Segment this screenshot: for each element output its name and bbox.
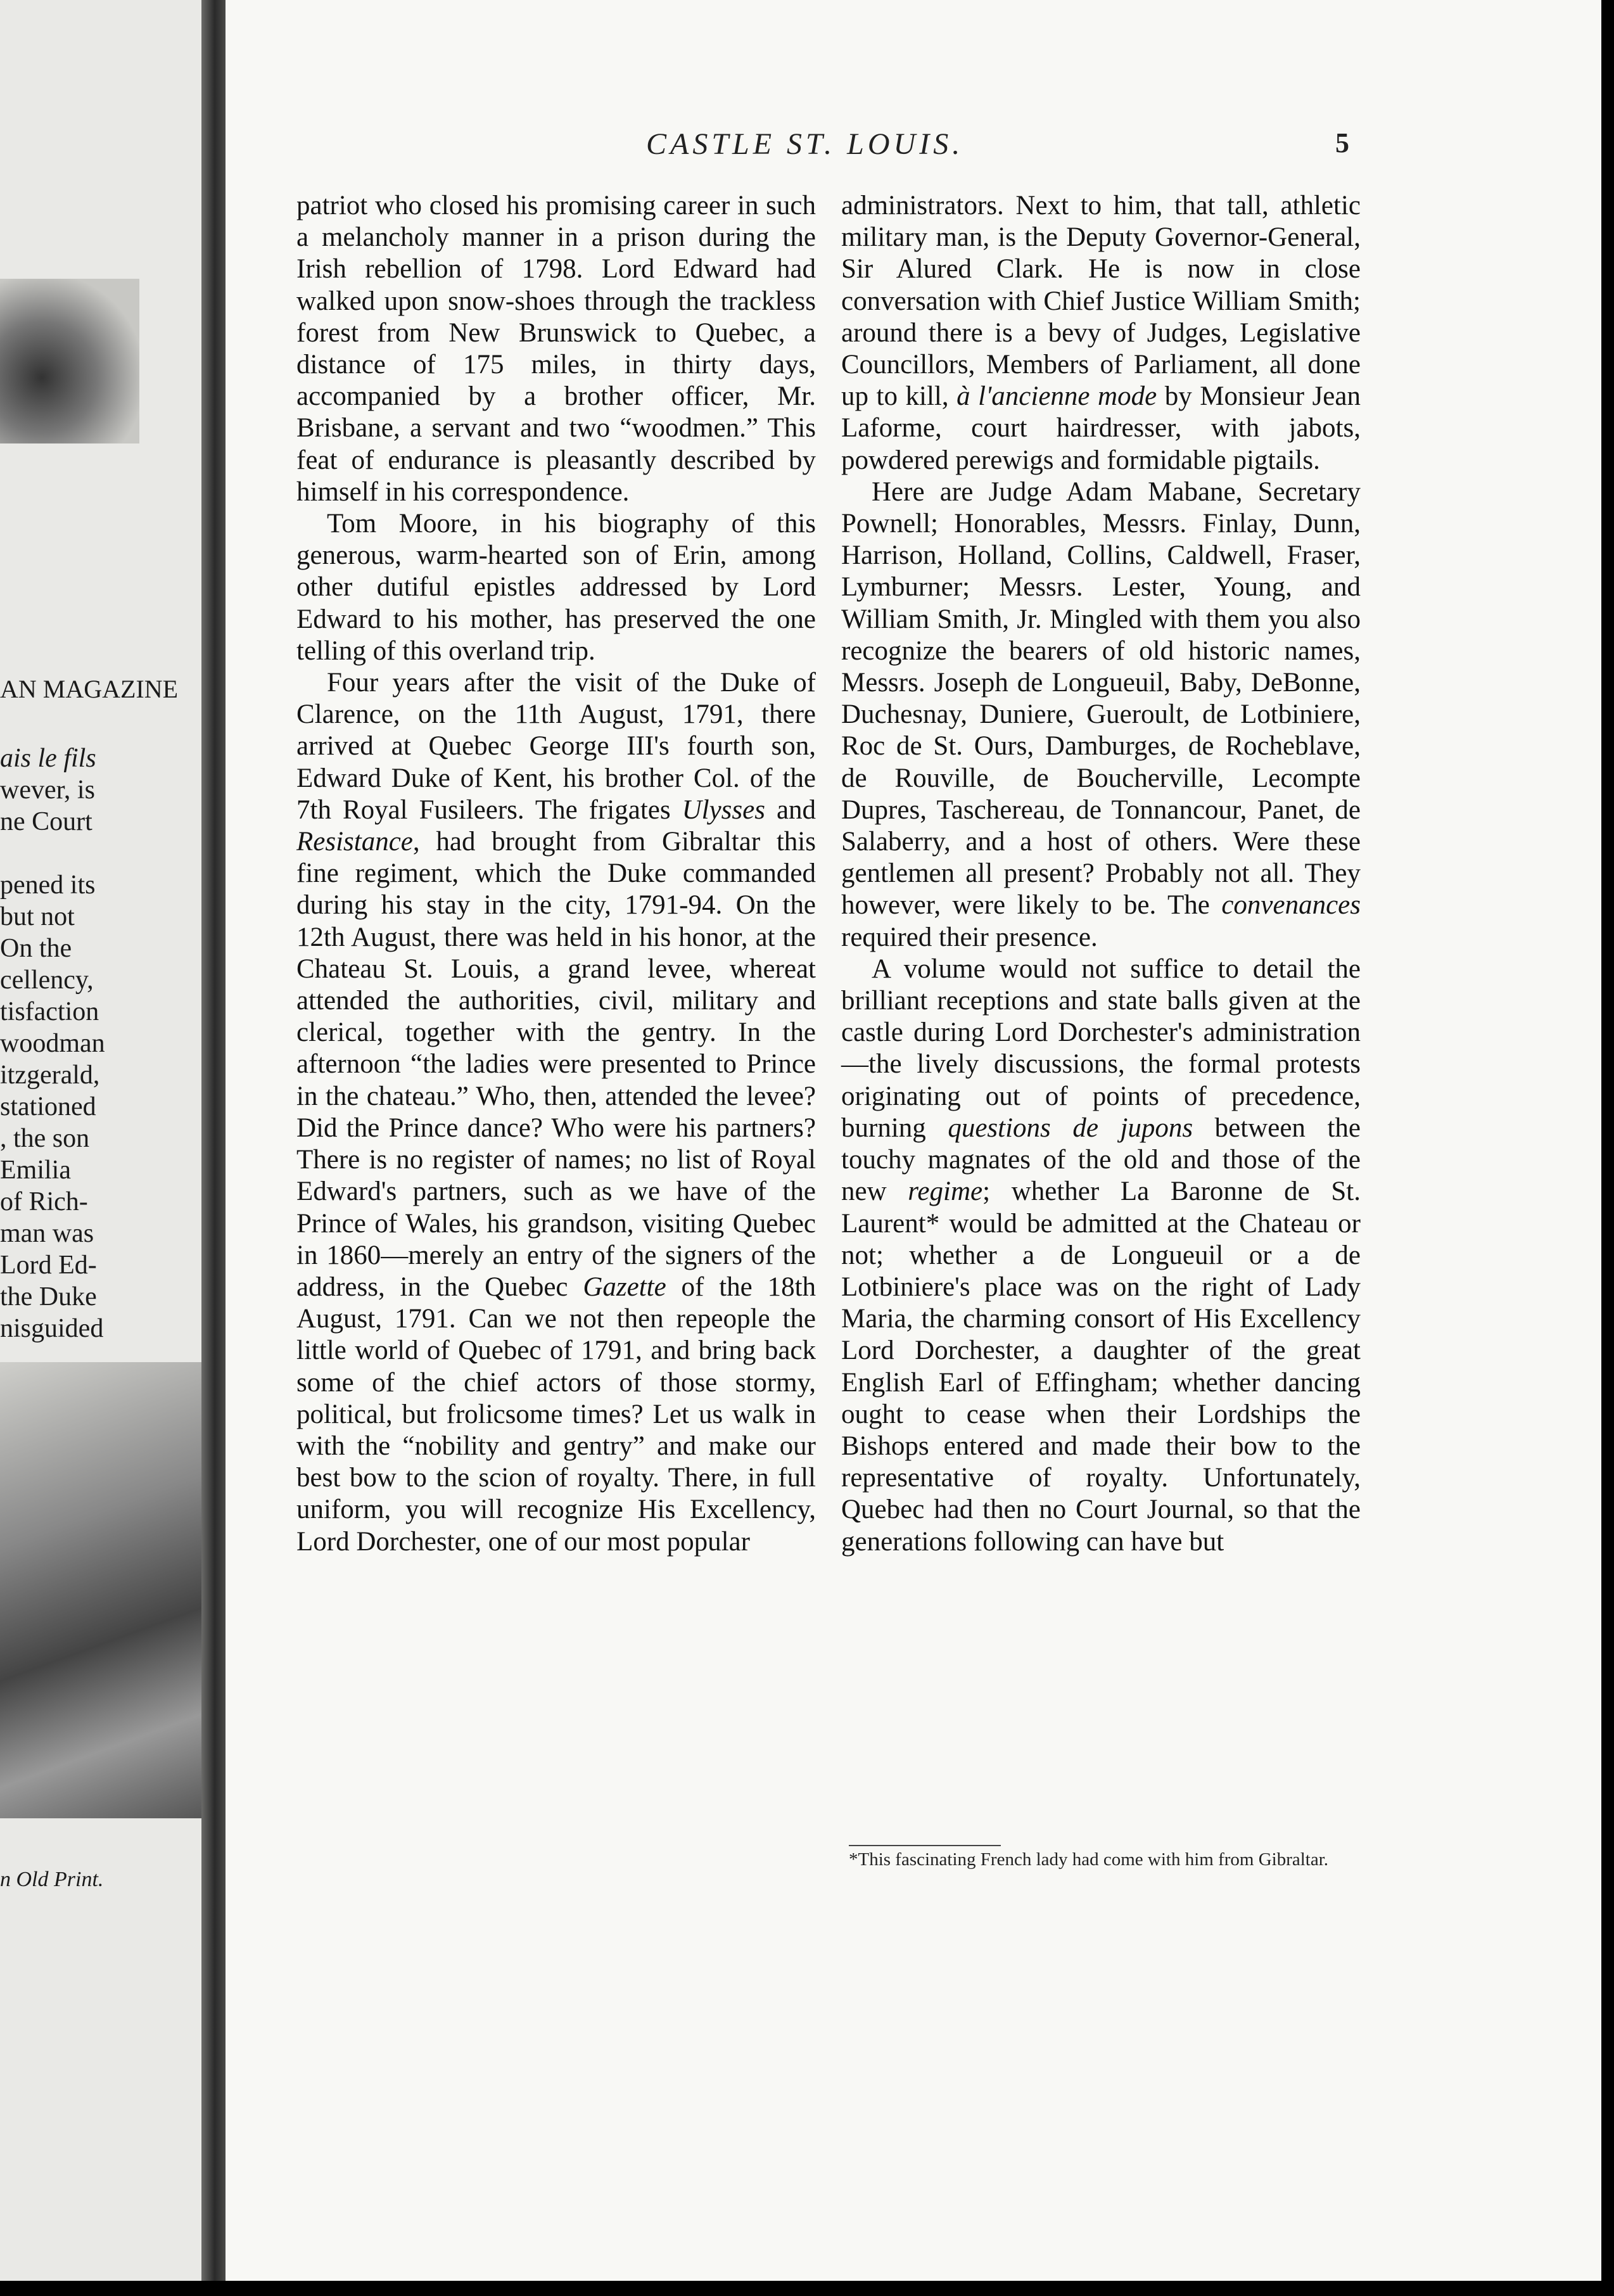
facing-page-line: ne Court <box>0 807 92 836</box>
magazine-caption: AN MAGAZINE <box>0 675 179 703</box>
foreign-phrase: questions de jupons <box>948 1113 1193 1143</box>
facing-page-line <box>0 838 105 869</box>
facing-page-line: , the son <box>0 1124 90 1153</box>
paragraph: patriot who closed his promising career in such a melancholy manner in a prison during the Irish rebellion of 1798. Lord Edward had walked upon snow-shoes through the trackless forest from New Brunswick to Quebec, a distance of 175 miles, in thirty days, accompanied by a brother officer, Mr. Brisbane, a servant and two “woodmen.” This feat of endurance is pleasantly described by himself in his correspondence. <box>296 191 816 507</box>
text-column-right <box>841 190 1361 1558</box>
facing-page-line: nisguided <box>0 1314 104 1343</box>
facing-page-line: On the <box>0 934 72 963</box>
facing-page-line: ais le fils <box>0 744 96 773</box>
foreign-phrase: convenances <box>1221 890 1361 921</box>
facing-page-line: man was <box>0 1219 94 1248</box>
facing-page-line: but not <box>0 902 75 931</box>
footnote-rule <box>849 1845 1001 1846</box>
scan-border <box>0 2281 1614 2296</box>
paragraph: Four years after the visit of the Duke of Clarence, on the 11th August, 1791, there arrived at Quebec George III's fourth son, Edward Duke of Kent, his brother Col. of the 7th Royal Fusileers. The frigates Ulysses and Resistance, had brought from Gibraltar this fine regiment, which the Duke commanded during his stay in the city, 1791-94. On the 12th August, there was held in his honor, at the Chateau St. Louis, a grand levee, whereat attended the authorities, civil, military and clerical, together with the gentry. In the afternoon “the ladies were presented to Prince in the chateau.” Who, then, attended the levee? Did the Prince dance? Who were his partners? There is no register of names; no list of Royal Edward's partners, such as we have of the Prince of Wales, his grandson, visiting Quebec in 1860—merely an entry of the signers of the address, in the Quebec Gazette of the 18th August, 1791. Can we not then repeople the little world of Quebec of 1791, and bring back some of the chief actors of those stormy, political, but frolicsome times? Let us walk in with the “nobility and gentry” and make our best bow to the scion of royalty. There, in full uniform, you will recognize His Excellency, Lord Dorchester, one of our most popular <box>296 668 817 1557</box>
facing-page-line: Emilia <box>0 1156 71 1185</box>
illustration-fragment-top <box>0 279 139 443</box>
facing-page-line: pened its <box>0 871 96 900</box>
newspaper-name: Gazette <box>583 1272 666 1302</box>
print-caption: n Old Print. <box>0 1868 104 1891</box>
paragraph: Tom Moore, in his biography of this generous, warm-hearted son of Erin, among other dutiful epistles addressed by Lord Edward to his mother, has preserved the one telling of this overland trip. <box>296 509 816 666</box>
facing-page-line: woodman <box>0 1029 105 1058</box>
ship-name: Resistance <box>296 827 413 857</box>
paragraph: Here are Judge Adam Mabane, Secretary Pownell; Honorables, Messrs. Finlay, Dunn, Harrison, Holland, Collins, Caldwell, Fraser, Lymburner; Messrs. Lester, Young, and William Smith, Jr. Mingled with them you also recognize the bearers of old historic names, Messrs. Joseph de Longueuil, Baby, DeBonne, Duchesnay, Duniere, Gueroult, de Lotbiniere, Roc de St. Ours, Damburges, de Rocheblave, de Rouville, de Boucherville, Lecompte Dupres, Taschereau, de Tonnancour, Panet, de Salaberry, and a host of others. Were these gentlemen all present? Probably not all. They however, were likely to be. The convenances required their presence. <box>841 476 1361 952</box>
foreign-phrase: regime <box>908 1177 983 1207</box>
facing-page-line: itzgerald, <box>0 1061 100 1090</box>
footnote: *This fascinating French lady had come with him from Gibraltar. <box>849 1849 1329 1870</box>
foreign-phrase: à l'ancienne mode <box>956 381 1157 412</box>
facing-page-line: stationed <box>0 1092 96 1121</box>
facing-page-line: of Rich- <box>0 1187 88 1216</box>
old-print-illustration <box>0 1362 209 1818</box>
ship-name: Ulysses <box>682 794 765 825</box>
facing-page-line: cellency, <box>0 966 94 995</box>
facing-page-line: wever, is <box>0 775 95 805</box>
running-head: CASTLE ST. LOUIS. <box>646 127 964 161</box>
facing-page-line: tisfaction <box>0 997 99 1026</box>
paragraph: A volume would not suffice to detail the brilliant receptions and state balls given at the castle during Lord Dorchester's administration—the lively discussions, the formal protests originating out of points of precedence, burning questions de jupons between the touchy magnates of the old and those of the new regime; whether La Baronne de St. Laurent* would be admitted at the Chateau or not; whether a de Longueuil or a de Lotbiniere's place was on the right of Lady Maria, the charming consort of His Excellency Lord Dorchester, a daughter of the great English Earl of Effingham; whether dancing ought to cease when their Lordships the Bishops entered and made their bow to the representative of royalty. Unfortunately, Quebec had then no Court Journal, so that the generations following can have but <box>841 953 1361 1557</box>
facing-page-line: the Duke <box>0 1282 97 1311</box>
paragraph: administrators. Next to him, that tall, athletic military man, is the Deputy Governor-General, Sir Alured Clark. He is now in close conversation with Chief Justice William Smith; around there is a bevy of Judges, Legislative Councillors, Members of Parliament, all done up to kill, à l'ancienne mode by Monsieur Jean Laforme, court hairdresser, with jabots, powdered perewigs and formidable pigtails. <box>841 191 1361 475</box>
text-column-left <box>296 190 816 1558</box>
page-number: 5 <box>1335 127 1349 158</box>
book-binding-gutter <box>201 0 226 2296</box>
facing-page-text <box>0 743 105 1344</box>
facing-page-fragment <box>0 0 209 2296</box>
facing-page-line: Lord Ed- <box>0 1251 97 1280</box>
